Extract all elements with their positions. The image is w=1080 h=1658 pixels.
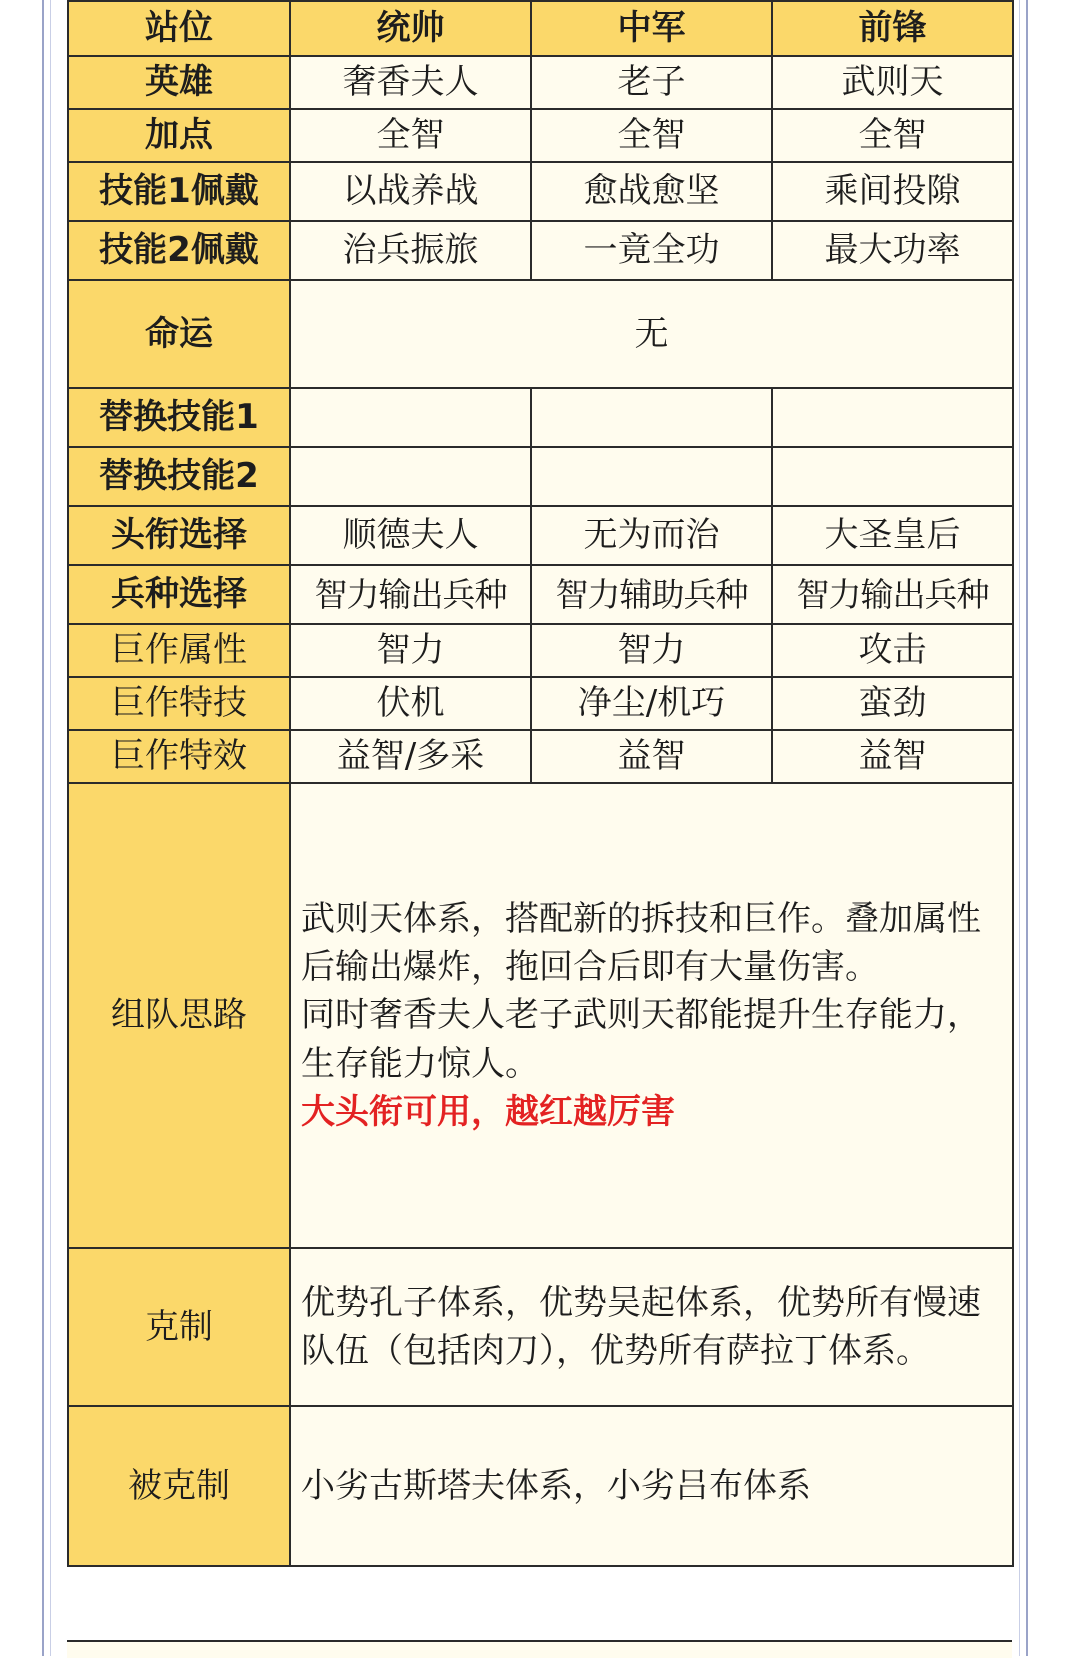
row-label-counters: 克制 (68, 1248, 290, 1406)
table-row-title-choice (68, 506, 1013, 565)
row-label-fate: 命运 (68, 280, 290, 388)
cell-hero-vanguard: 武则天 (772, 56, 1013, 109)
table-row-replace2 (68, 447, 1013, 506)
cell-mskill-vanguard: 蛮劲 (772, 677, 1013, 730)
cell-hero-middle: 老子 (531, 56, 772, 109)
cell-points-commander: 全智 (290, 109, 531, 162)
table-row-counters (68, 1248, 1013, 1406)
cell-skill2-commander: 治兵振旅 (290, 221, 531, 280)
table-row-countered-by (68, 1406, 1013, 1566)
header-vanguard: 前锋 (772, 1, 1013, 56)
table-row-skill1 (68, 162, 1013, 221)
cell-skill1-commander: 以战养战 (290, 162, 531, 221)
header-commander: 统帅 (290, 1, 531, 56)
cell-skill2-vanguard: 最大功率 (772, 221, 1013, 280)
cell-team-idea (290, 783, 1013, 1248)
row-label-replace2: 替换技能2 (68, 447, 290, 506)
table-row-masterpiece-effect (68, 730, 1013, 783)
cell-mattr-middle: 智力 (531, 624, 772, 677)
cell-troop-middle: 智力辅助兵种 (531, 565, 772, 624)
cell-replace2-vanguard (772, 447, 1013, 506)
cell-meffect-commander: 益智/多采 (290, 730, 531, 783)
header-middle: 中军 (531, 1, 772, 56)
row-label-replace1: 替换技能1 (68, 388, 290, 447)
cell-points-vanguard: 全智 (772, 109, 1013, 162)
cell-troop-commander: 智力输出兵种 (290, 565, 531, 624)
cell-title-commander: 顺德夫人 (290, 506, 531, 565)
cell-title-vanguard: 大圣皇后 (772, 506, 1013, 565)
cell-counters: 优势孔子体系，优势吴起体系，优势所有慢速队伍（包括肉刀），优势所有萨拉丁体系。 (290, 1248, 1013, 1406)
row-label-masterpiece-attr: 巨作属性 (68, 624, 290, 677)
row-label-troop-choice: 兵种选择 (68, 565, 290, 624)
cell-mattr-commander: 智力 (290, 624, 531, 677)
row-label-skill2: 技能2佩戴 (68, 221, 290, 280)
cell-points-middle: 全智 (531, 109, 772, 162)
row-label-masterpiece-effect: 巨作特效 (68, 730, 290, 783)
table-row-team-idea (68, 783, 1013, 1248)
table-row-troop-choice (68, 565, 1013, 624)
cell-countered-by: 小劣古斯塔夫体系，小劣吕布体系 (290, 1406, 1013, 1566)
row-label-countered-by: 被克制 (68, 1406, 290, 1566)
row-label-title-choice: 头衔选择 (68, 506, 290, 565)
cell-meffect-vanguard: 益智 (772, 730, 1013, 783)
row-label-points: 加点 (68, 109, 290, 162)
team-idea-line-2: 同时奢香夫人老子武则天都能提升生存能力，生存能力惊人。 (301, 995, 981, 1084)
table-row-skill2 (68, 221, 1013, 280)
row-label-skill1: 技能1佩戴 (68, 162, 290, 221)
cell-mattr-vanguard: 攻击 (772, 624, 1013, 677)
row-label-team-idea: 组队思路 (68, 783, 290, 1248)
cell-replace2-middle (531, 447, 772, 506)
cell-skill1-vanguard: 乘间投隙 (772, 162, 1013, 221)
table-header-row (68, 1, 1013, 56)
team-idea-highlight: 大头衔可用，越红越厉害 (301, 1091, 675, 1132)
row-label-masterpiece-skill: 巨作特技 (68, 677, 290, 730)
left-frame-line-inner (50, 0, 51, 1656)
header-position: 站位 (68, 1, 290, 56)
cell-replace2-commander (290, 447, 531, 506)
lineup-table (67, 0, 1014, 1567)
cell-fate: 无 (290, 280, 1013, 388)
cell-replace1-commander (290, 388, 531, 447)
cell-hero-commander: 奢香夫人 (290, 56, 531, 109)
cell-skill1-middle: 愈战愈坚 (531, 162, 772, 221)
cell-skill2-middle: 一竟全功 (531, 221, 772, 280)
table-row-fate (68, 280, 1013, 388)
table-row-points (68, 109, 1013, 162)
cell-replace1-middle (531, 388, 772, 447)
table-row-hero (68, 56, 1013, 109)
cell-troop-vanguard: 智力输出兵种 (772, 565, 1013, 624)
cell-title-middle: 无为而治 (531, 506, 772, 565)
table-row-replace1 (68, 388, 1013, 447)
table-row-masterpiece-attr (68, 624, 1013, 677)
table-bottom-edge (67, 1640, 1012, 1658)
cell-meffect-middle: 益智 (531, 730, 772, 783)
row-label-hero: 英雄 (68, 56, 290, 109)
right-frame-line-inner (1019, 0, 1020, 1656)
cell-replace1-vanguard (772, 388, 1013, 447)
cell-mskill-commander: 伏机 (290, 677, 531, 730)
cell-mskill-middle: 净尘/机巧 (531, 677, 772, 730)
team-idea-line-1: 武则天体系，搭配新的拆技和巨作。叠加属性后输出爆炸，拖回合后即有大量伤害。 (301, 898, 981, 988)
right-frame-line (1026, 0, 1028, 1656)
table-row-masterpiece-skill (68, 677, 1013, 730)
left-frame-line (42, 0, 44, 1656)
